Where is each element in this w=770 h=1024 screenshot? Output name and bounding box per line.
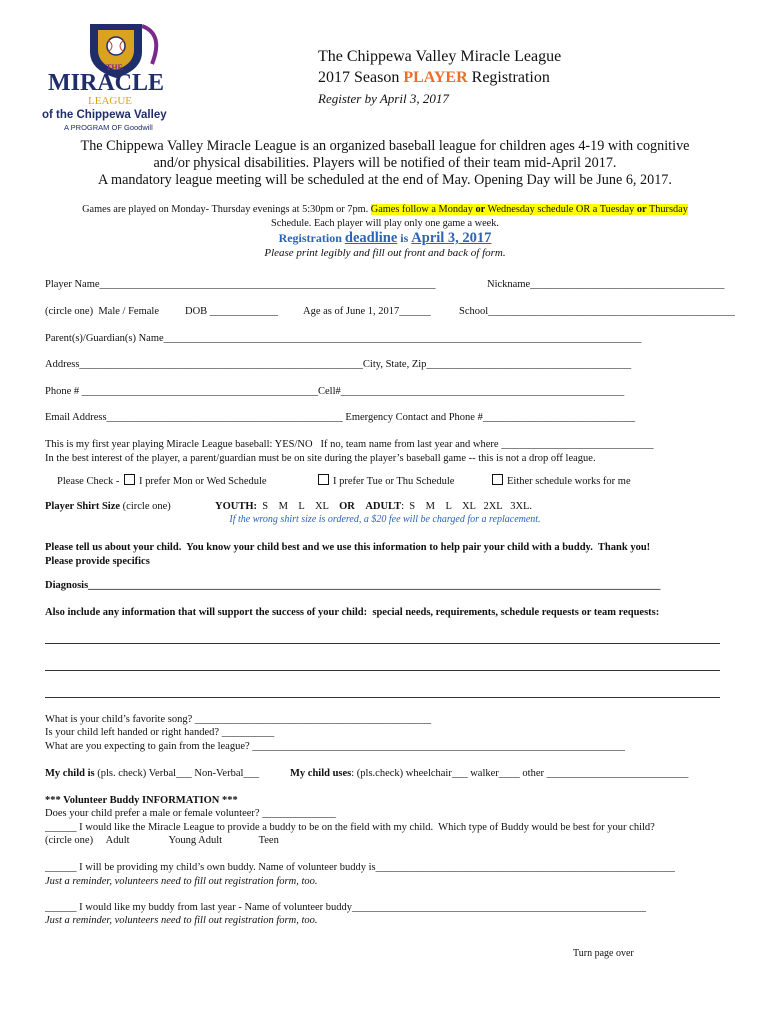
provide-buddy-option[interactable]: ______ I would like the Miracle League to provide a buddy to be on the field with my child. Which type of Buddy would be best for your child? [45, 822, 655, 833]
tue-thu-option: I prefer Tue or Thu Schedule [316, 474, 454, 487]
svg-text:LEAGUE: LEAGUE [88, 95, 132, 107]
registration-deadline: Registration deadline is April 3, 2017 [278, 230, 492, 246]
handedness-field[interactable]: Is your child left handed or right handed? __________ [45, 727, 275, 738]
verbal-check[interactable]: My child is (pls. check) Verbal___ Non-Verbal___ [45, 768, 260, 779]
answer-line-2[interactable] [45, 670, 720, 671]
intro-paragraph: The Chippewa Valley Miracle League is an organized baseball league for children ages 4-19 with cognitive and/or physical disabilities. Players will be notified of their team mid-April 2017. A mandatory league meeting will be scheduled at the end of May. Opening Day will be June 6, 2017. [80, 138, 690, 188]
season-title: 2017 Season PLAYER Registration [318, 69, 550, 86]
nickname-field[interactable]: Nickname_____________________________________ [487, 279, 725, 290]
tell-us-line2: Please provide specifics [45, 556, 150, 567]
shirt-size-warning: If the wrong shirt size is ordered, a $20 fee will be charged for a replacement. [229, 514, 541, 525]
player-name-field[interactable]: Player Name________________________________________________________________ [45, 279, 436, 290]
either-option: Either schedule works for me [490, 474, 631, 487]
mon-wed-checkbox[interactable] [124, 474, 135, 485]
school-field[interactable]: School_______________________________________________ [459, 306, 735, 317]
register-by: Register by April 3, 2017 [318, 91, 449, 106]
dob-field[interactable]: DOB _____________ [185, 306, 279, 317]
answer-line-3[interactable] [45, 697, 720, 698]
print-note: Please print legibly and fill out front and back of form. [264, 247, 506, 259]
tell-us-line1: Please tell us about your child. You know your child best and we use this information to help pair your child with a buddy. Thank you! [45, 542, 651, 553]
svg-text:A PROGRAM OF Goodwill: A PROGRAM OF Goodwill [64, 123, 153, 132]
league-title: The Chippewa Valley Miracle League [318, 48, 562, 65]
phone-field[interactable]: Phone # _____________________________________________Cell#______________________________________________________ [45, 386, 625, 397]
volunteer-gender-field[interactable]: Does your child prefer a male or female volunteer? ______________ [45, 808, 336, 819]
parent-guardian-field[interactable]: Parent(s)/Guardian(s) Name___________________________________________________________________________________________ [45, 333, 642, 344]
first-year-field[interactable]: This is my first year playing Miracle League baseball: YES/NO If no, team name from last year and where _____________________________ [45, 439, 654, 450]
answer-line-1[interactable] [45, 643, 720, 644]
own-buddy-option[interactable]: ______ I will be providing my child’s own buddy. Name of volunteer buddy is_________________________________________________________ [45, 862, 675, 873]
turn-page-note: Turn page over [573, 948, 634, 959]
reminder-note-2: Just a reminder, volunteers need to fill out registration form, too. [45, 915, 318, 926]
volunteer-heading: *** Volunteer Buddy INFORMATION *** [45, 795, 238, 806]
email-field[interactable]: Email Address_____________________________________________ Emergency Contact and Phone #_____________________________ [45, 412, 636, 423]
svg-text:THE: THE [106, 63, 123, 72]
svg-text:of the Chippewa Valley: of the Chippewa Valley [42, 109, 167, 121]
age-field[interactable]: Age as of June 1, 2017______ [303, 306, 431, 317]
expectations-field[interactable]: What are you expecting to gain from the league? _______________________________________________________________________ [45, 741, 626, 752]
either-checkbox[interactable] [492, 474, 503, 485]
mobility-check[interactable]: My child uses: (pls.check) wheelchair___ walker____ other ___________________________ [290, 768, 689, 779]
shirt-size-options[interactable]: YOUTH: S M L XL OR ADULT: S M L XL 2XL 3XL. [215, 501, 533, 512]
logo-shield-icon [42, 20, 182, 132]
miracle-league-logo [42, 20, 182, 132]
diagnosis-field[interactable]: Diagnosis_____________________________________________________________________________________________________________ [45, 580, 661, 591]
tue-thu-checkbox[interactable] [318, 474, 329, 485]
svg-text:MIRACLE: MIRACLE [48, 70, 165, 96]
games-schedule-note: Games are played on Monday- Thursday evenings at 5:30pm or 7pm. Games follow a Monday or Wednesday schedule OR a Tuesday or Thursday Schedule. Each player will play only one game a week. [82, 204, 688, 229]
schedule-preference: Please Check - I prefer Mon or Wed Schedule [57, 476, 267, 487]
gender-field[interactable]: (circle one) Male / Female [45, 306, 159, 317]
buddy-type-circle[interactable]: (circle one) Adult Young Adult Teen [45, 835, 279, 846]
address-field[interactable]: Address______________________________________________________City, State, Zip_______________________________________ [45, 359, 632, 370]
best-interest-note: In the best interest of the player, a parent/guardian must be on site during the player’s baseball game -- this is not a drop off league. [45, 453, 596, 464]
favorite-song-field[interactable]: What is your child’s favorite song? _____________________________________________ [45, 714, 432, 725]
last-year-buddy-option[interactable]: ______ I would like my buddy from last year - Name of volunteer buddy________________________________________________________ [45, 902, 647, 913]
also-include-heading: Also include any information that will support the success of your child: special needs, requirements, schedule requests or team requests: [45, 607, 660, 618]
reminder-note-1: Just a reminder, volunteers need to fill out registration form, too. [45, 876, 318, 887]
shirt-size-label: Player Shirt Size (circle one) [45, 501, 171, 512]
